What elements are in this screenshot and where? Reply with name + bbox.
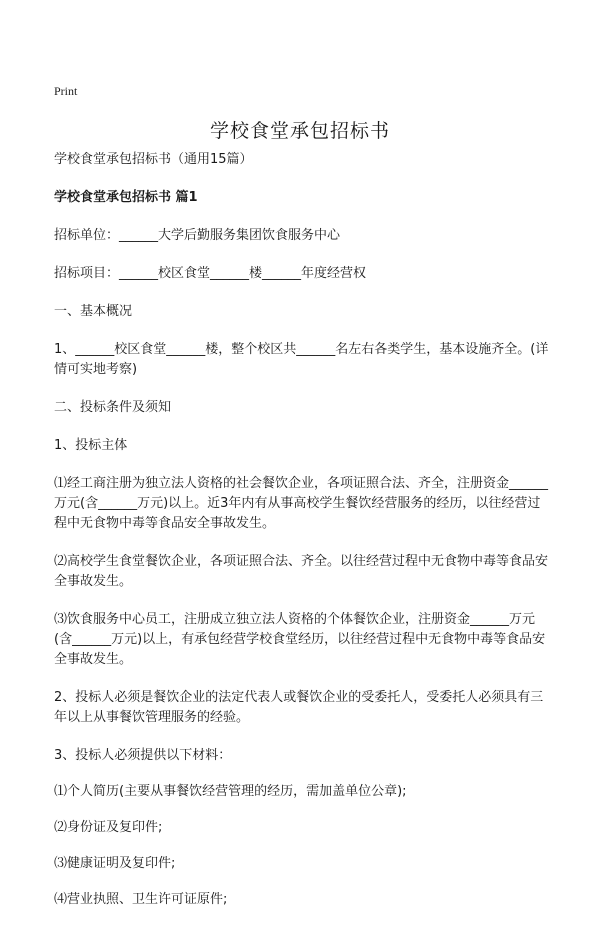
heading-bidder-subject: 1、投标主体 [54, 438, 128, 453]
paragraph-overview: 1、______校区食堂______楼，整个校区共______名左右各类学生，基本设施齐全。(详情可实地考察) [54, 342, 549, 377]
paragraph-tender-unit: 招标单位：______大学后勤服务集团饮食服务中心 [54, 228, 341, 243]
heading-materials: 3、投标人必须提供以下材料： [54, 748, 232, 763]
paragraph-tender-project: 招标项目：______校区食堂______楼______年度经营权 [54, 266, 367, 281]
material-item-2: ⑵身份证及复印件; [54, 820, 163, 835]
document-subtitle: 学校食堂承包招标书（通用15篇） [54, 152, 253, 167]
paragraph-item-1: ⑴经工商注册为独立法人资格的社会餐饮企业，各项证照合法、齐全，注册资金______万元(含______万元)以上。近3年内有从事高校学生餐饮经营服务的经历，以往经营过程中无食物中毒等食品安全事故发生。 [54, 476, 549, 531]
document-body [54, 150, 550, 926]
material-item-4: ⑷营业执照、卫生许可证原件; [54, 892, 228, 907]
material-item-1: ⑴个人简历(主要从事餐饮经营管理的经历，需加盖单位公章); [54, 784, 407, 799]
document-title: 学校食堂承包招标书 [209, 120, 390, 142]
section-title: 学校食堂承包招标书 篇1 [54, 190, 198, 205]
paragraph-bidder-requirement: 2、投标人必须是餐饮企业的法定代表人或餐饮企业的受委托人，受委托人必须具有三年以上从事餐饮管理服务的经验。 [54, 690, 544, 725]
heading-conditions: 二、投标条件及须知 [54, 400, 172, 415]
heading-overview: 一、基本概况 [54, 304, 133, 319]
paragraph-item-3: ⑶饮食服务中心员工，注册成立独立法人资格的个体餐饮企业，注册资金______万元(含______万元)以上，有承包经营学校食堂经历，以往经营过程中无食物中毒等食品安全事故发生。 [54, 612, 546, 667]
material-item-3: ⑶健康证明及复印件; [54, 856, 176, 871]
print-link[interactable]: Print [54, 84, 78, 98]
paragraph-item-2: ⑵高校学生食堂餐饮企业，各项证照合法、齐全。以往经营过程中无食物中毒等食品安全事故发生。 [54, 554, 549, 589]
